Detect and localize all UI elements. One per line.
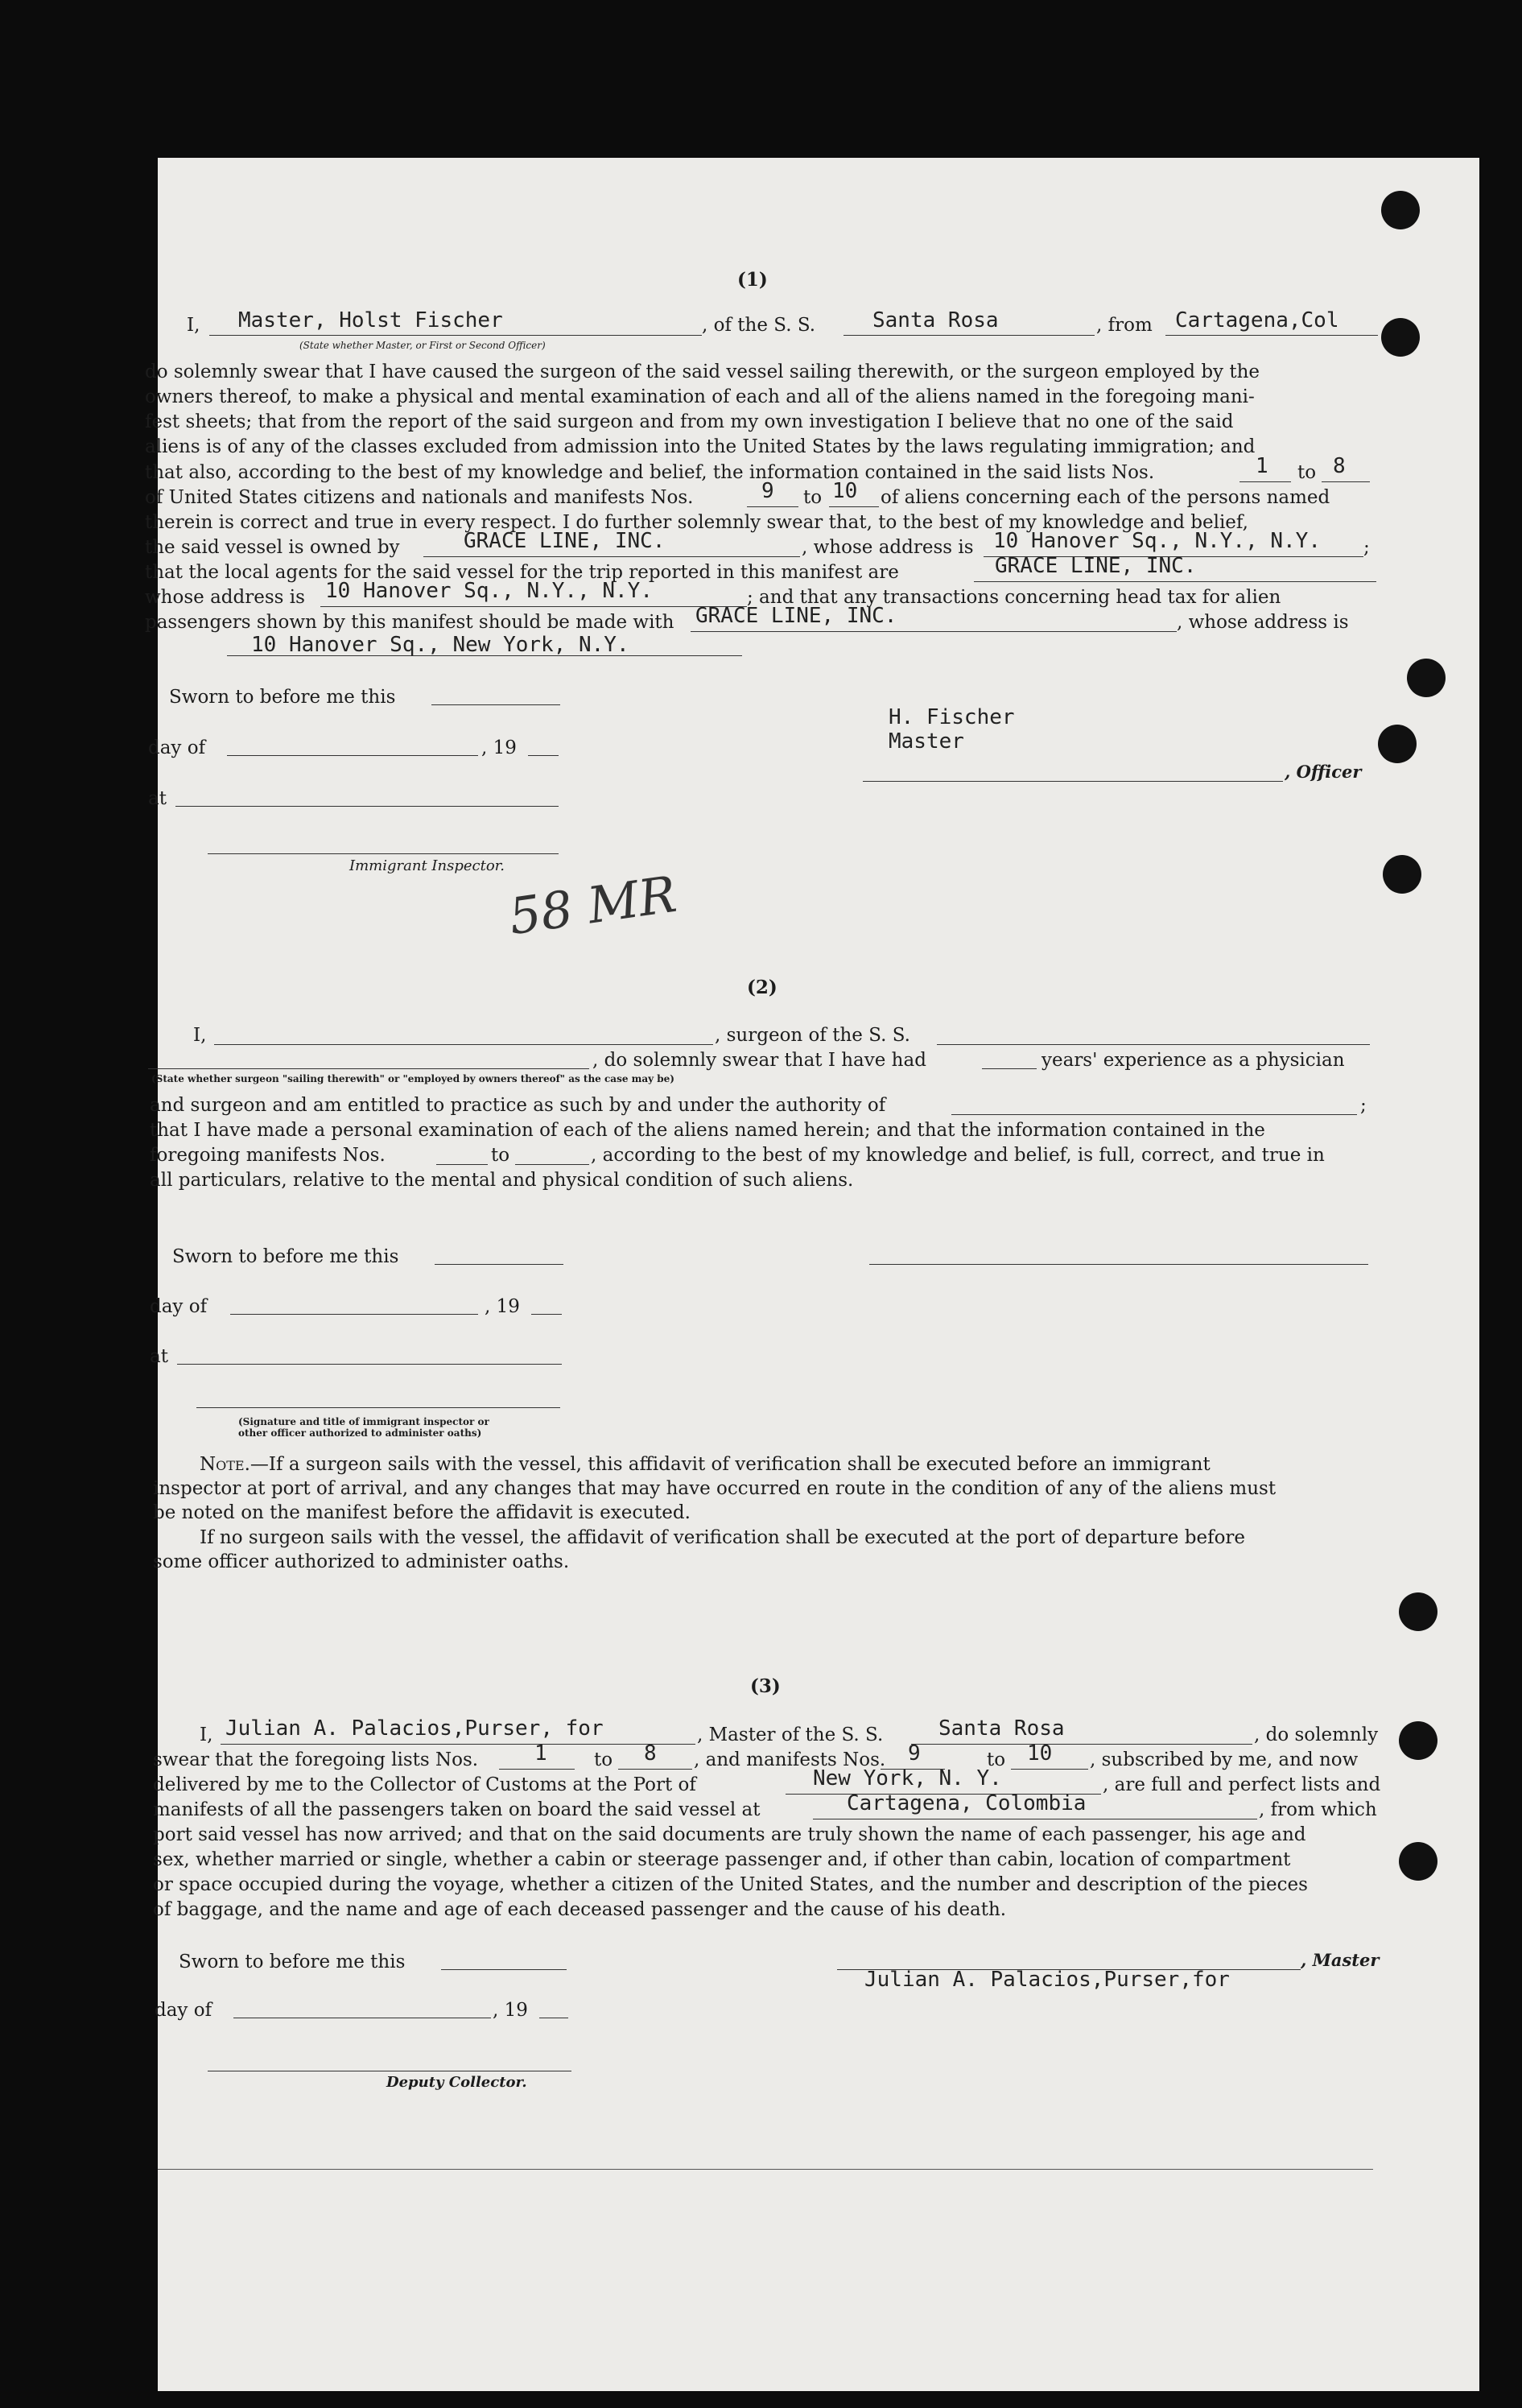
text: ;	[1360, 1095, 1367, 1116]
text: Sworn to before me this	[169, 687, 396, 708]
local-agents: GRACE LINE, INC.	[995, 554, 1197, 578]
text-line: therein is correct and true in every respect. I do further solemnly swear that, to the best of my knowledge and belief,	[145, 512, 1248, 533]
fill-line	[436, 1164, 488, 1165]
master-name: Master, Holst Fischer	[238, 308, 503, 332]
fill-line	[951, 1114, 1357, 1115]
fill-line	[937, 1044, 1370, 1045]
vessel-owner: GRACE LINE, INC.	[464, 529, 666, 553]
manifests-to: 10	[832, 479, 858, 503]
text: that the local agents for the said vessel for the trip reported in this manifest are	[145, 562, 899, 583]
text: , 19	[493, 2000, 528, 2021]
note	[200, 1456, 1211, 1474]
binder-hole	[1378, 725, 1417, 763]
text-line: If no surgeon sails with the vessel, the affidavit of verification shall be executed at the port of departure before	[200, 1527, 1246, 1548]
text-line: or space occupied during the voyage, whether a citizen of the United States, and the number and description of the pieces	[153, 1874, 1308, 1895]
text: years' experience as a physician	[1041, 1050, 1345, 1071]
text-line: that I have made a personal examination of each of the aliens named herein; and that the information contained in the	[150, 1120, 1265, 1141]
fill-line	[148, 1068, 589, 1069]
text: , from	[1096, 315, 1153, 336]
text-line: sex, whether married or single, whether a cabin or steerage passenger and, if other than cabin, location of compartment	[153, 1849, 1291, 1870]
text-line: fest sheets; that from the report of the said surgeon and from my own investigation I believe that no one of the said	[145, 411, 1234, 432]
binder-hole	[1399, 1721, 1437, 1760]
fill-line	[982, 1068, 1037, 1069]
text: swear that the foregoing lists Nos.	[153, 1749, 479, 1770]
text: , according to the best of my knowledge and belief, is full, correct, and true in	[591, 1145, 1325, 1166]
fill-line	[618, 1769, 692, 1770]
text-line: port said vessel has now arrived; and that on the said documents are truly shown the name of each passenger, his age and	[153, 1824, 1306, 1845]
fill-line	[829, 506, 879, 507]
text: ;	[1363, 537, 1370, 558]
section-number: (3)	[750, 1675, 781, 1697]
fill-line	[1322, 481, 1370, 482]
officer-title: Master	[889, 729, 964, 754]
departure-port: Cartagena, Colombia	[847, 1791, 1087, 1815]
text: delivered by me to the Collector of Customs at the Port of	[153, 1774, 696, 1795]
text: to	[987, 1749, 1006, 1770]
fill-line	[431, 704, 560, 705]
fill-line	[1165, 335, 1378, 336]
text: to	[1297, 462, 1317, 483]
text: Sworn to before me this	[172, 1246, 399, 1267]
text: , are full and perfect lists and	[1103, 1774, 1381, 1795]
fill-line	[499, 1769, 575, 1770]
owner-address: 10 Hanover Sq., N.Y., N.Y.	[993, 529, 1321, 553]
text-line: that also, according to the best of my knowledge and belief, the information contained in the said lists Nos.	[145, 462, 1155, 483]
binder-hole	[1381, 318, 1420, 357]
text: , of the S. S.	[702, 315, 816, 336]
text-line: do solemnly swear that I have caused the surgeon of the said vessel sailing therewith, or the surgeon employed by the	[145, 361, 1260, 382]
field-caption: (State whether surgeon "sailing therewith" or "employed by owners thereof" as the case may be)	[151, 1073, 674, 1084]
text: I,	[187, 315, 200, 336]
fill-line	[227, 755, 478, 756]
text-line: all particulars, relative to the mental and physical condition of such aliens.	[150, 1170, 854, 1191]
fill-line	[515, 1164, 589, 1165]
text: foregoing manifests Nos.	[150, 1145, 386, 1166]
immigrant-inspector-label: Immigrant Inspector.	[349, 857, 505, 874]
note-label: Note.	[200, 1454, 250, 1475]
text-line: some officer authorized to administer oaths.	[153, 1551, 570, 1572]
officer-signature: H. Fischer	[889, 705, 1015, 729]
text: day of	[148, 737, 206, 758]
text: , do solemnly	[1254, 1724, 1379, 1745]
fill-line	[230, 1314, 478, 1315]
fill-line	[863, 781, 1283, 782]
text-line: of United States citizens and nationals and manifests Nos.	[145, 487, 694, 508]
text: , Master of the S. S.	[697, 1724, 884, 1745]
text: I,	[200, 1724, 213, 1745]
text: to	[594, 1749, 613, 1770]
vessel-name: Santa Rosa	[938, 1716, 1065, 1741]
fill-line	[214, 1044, 713, 1045]
text: to	[803, 487, 823, 508]
lists-from: 1	[534, 1741, 547, 1766]
manifests-to: 10	[1027, 1741, 1053, 1766]
binder-hole	[1399, 1592, 1437, 1631]
text: , subscribed by me, and now	[1090, 1749, 1359, 1770]
manifests-from: 9	[761, 479, 774, 503]
handwritten-initials: 58 MR	[505, 864, 680, 947]
fill-line	[974, 581, 1376, 582]
text: whose address is	[145, 587, 305, 608]
text-line: be noted on the manifest before the affidavit is executed.	[153, 1502, 691, 1523]
text: I,	[193, 1025, 207, 1046]
signature-caption: other officer authorized to administer oaths)	[238, 1427, 482, 1439]
fill-line	[320, 606, 747, 607]
purser-name: Julian A. Palacios,Purser, for	[225, 1716, 604, 1741]
fill-line	[221, 1744, 695, 1745]
deputy-collector-label: Deputy Collector.	[386, 2074, 527, 2091]
fill-line	[196, 1407, 560, 1408]
officer-label: , Officer	[1285, 762, 1362, 782]
section-number: (1)	[737, 269, 768, 291]
binder-hole	[1381, 191, 1420, 229]
binder-hole	[1399, 1842, 1437, 1881]
fill-line	[177, 1364, 562, 1365]
fill-line	[175, 806, 559, 807]
fill-line	[843, 335, 1095, 336]
text: , whose address is	[802, 537, 974, 558]
fill-line	[1239, 481, 1291, 482]
text: day of	[150, 1296, 208, 1317]
text: ; and that any transactions concerning head tax for alien	[747, 587, 1281, 608]
text: the said vessel is owned by	[145, 537, 400, 558]
text: , 19	[481, 737, 517, 758]
fill-line	[209, 335, 702, 336]
arrival-port: New York, N. Y.	[813, 1766, 1002, 1791]
fill-line	[691, 631, 1177, 632]
text-line: owners thereof, to make a physical and mental examination of each and all of the aliens named in the foregoing mani-	[145, 386, 1255, 407]
lists-to: 8	[1333, 454, 1346, 478]
fill-line	[208, 853, 559, 854]
section-number: (2)	[747, 977, 777, 998]
text: , surgeon of the S. S.	[715, 1025, 910, 1046]
lists-from: 1	[1256, 454, 1268, 478]
note-text: —If a surgeon sails with the vessel, this affidavit of verification shall be executed before an immigrant	[250, 1454, 1211, 1475]
master-label: , Master	[1301, 1950, 1380, 1970]
manifests-from: 9	[908, 1741, 921, 1766]
text-line: inspector at port of arrival, and any changes that may have occurred en route in the condition of any of the aliens must	[153, 1478, 1277, 1499]
text: , whose address is	[1177, 612, 1349, 633]
fill-line	[423, 556, 800, 557]
text: to	[491, 1145, 510, 1166]
fill-line	[747, 506, 798, 507]
text: at	[150, 1346, 168, 1367]
fill-line	[441, 1969, 567, 1970]
field-caption: (State whether Master, or First or Second Officer)	[299, 340, 546, 351]
signature-caption: (Signature and title of immigrant inspector or	[238, 1416, 489, 1427]
bottom-rule	[158, 2169, 1373, 2170]
text-line: of baggage, and the name and age of each deceased passenger and the cause of his death.	[153, 1899, 1007, 1920]
binder-hole	[1383, 855, 1421, 894]
text: Sworn to before me this	[179, 1952, 406, 1972]
headtax-address: 10 Hanover Sq., New York, N.Y.	[251, 633, 629, 657]
text: passengers shown by this manifest should be made with	[145, 612, 674, 633]
text: manifests of all the passengers taken on board the said vessel at	[153, 1799, 761, 1820]
fill-line	[911, 1744, 1252, 1745]
text: , do solemnly swear that I have had	[592, 1050, 926, 1071]
text: of aliens concerning each of the persons named	[881, 487, 1330, 508]
fill-line	[435, 1264, 563, 1265]
fill-line	[869, 1264, 1368, 1265]
text: , from which	[1259, 1799, 1377, 1820]
headtax-party: GRACE LINE, INC.	[695, 604, 897, 628]
vessel-name: Santa Rosa	[872, 308, 999, 332]
text: day of	[155, 2000, 212, 2021]
departure-port: Cartagena,Col	[1175, 308, 1339, 332]
purser-signature: Julian A. Palacios,Purser,for	[864, 1968, 1230, 1992]
agents-address: 10 Hanover Sq., N.Y., N.Y.	[325, 579, 653, 603]
lists-to: 8	[644, 1741, 657, 1766]
text-line: aliens is of any of the classes excluded from admission into the United States by the laws regulating immigration; and	[145, 436, 1256, 457]
fill-line	[531, 1314, 562, 1315]
binder-hole	[1407, 659, 1446, 697]
text: , 19	[485, 1296, 520, 1317]
fill-line	[528, 755, 559, 756]
text: at	[148, 788, 167, 809]
text: , and manifests Nos.	[694, 1749, 886, 1770]
text: and surgeon and am entitled to practice as such by and under the authority of	[150, 1095, 886, 1116]
fill-line	[1011, 1769, 1088, 1770]
